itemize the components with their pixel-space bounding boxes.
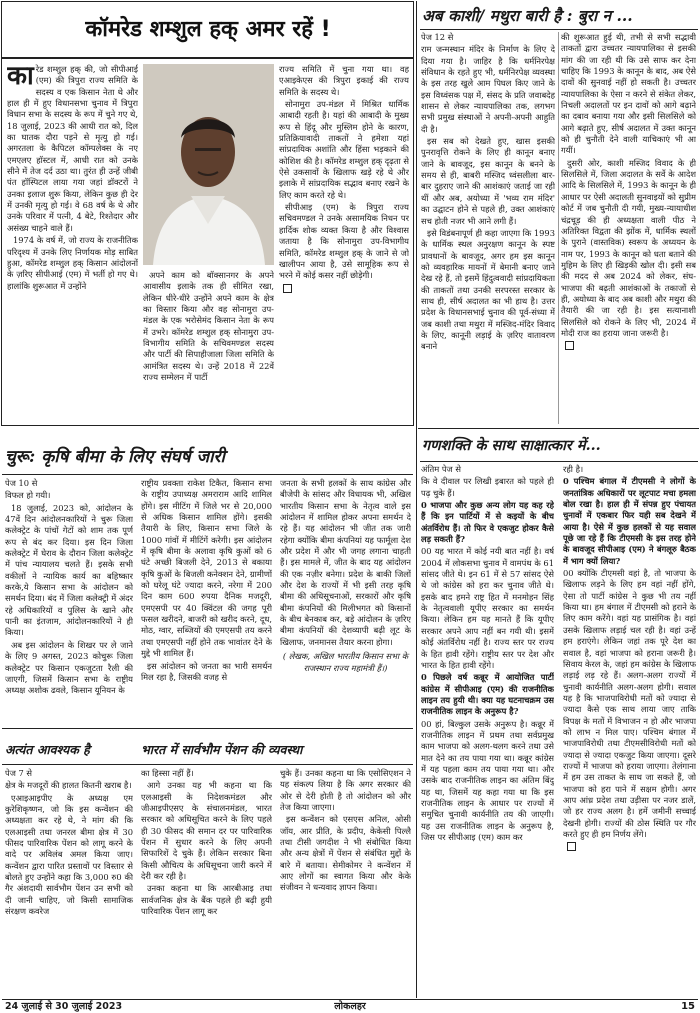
kashi-paragraph: दुसरी ओर, काशी मस्जिद विवाद के ही सिलसिले में, जिला अदालत के सर्वे के आदेश आदि के सिलसिले में, 1993 के कानून के ही आधार पर ऐसी अदालती सुनवाइयों को सुप्रीम कोर्ट में जब चुनौती दी गयी, मुख्य-न्यायाधीश चंद्रचूड़ की ही अध्यक्षता वाली पीठ ने अतिरिक्त विद्वता की झोंक में, धार्मिक स्थलों के पुराने (वास्तविक) स्वरूप के अध्ययन के नाम पर, 1993 के कानून को धता बताने की मुहिम के लिए ही खिड़की खोल दी। इसी सब की मदद से अब 2024 को लेकर, संघ-भाजपा की बढ़ती आशंकाओं के तकाजों से ही, अयोध्या के बाद अब काशी और मथुरा की तैयारी की जा रही है। इस सत्यानाशी सिलसिले को रोकने के लिए भी, 2024 में मोदी राज का हराया जाना जरूरी है।	[561, 157, 696, 338]
churu-column-3	[280, 478, 411, 722]
pension-paragraph: इस कन्वेंशन को एसएस अनिल, ओसी जॉय, आर प्रीति, के प्रदीप, केकेसी पिल्लै तथा टीसी जगदीश ने भी संबोधित किया और अन्य क्षेत्रों में पेंशन से संबंधित मुद्दों के बारे में बताया। सेमीकोमर ने कन्वेंशन में आए लोगों का स्वागत किया और केके संजीवन ने धन्यवाद ज्ञापन किया।	[280, 814, 411, 893]
pension-paragraph: आगे उनका यह भी कहना था कि एलआइसी के निदेशकमंडल और जीआइपीएसए के संचालनमंडल, भारत सरकार को अधिसूचित करने के लिए पहले ही 30 फीसद की समान दर पर पारिवारिक पेंशन में सुधार करने के लिए अपनी सिफारिशें दे चुके हैं। लेकिन सरकार बिना किसी औचित्य के अधिसूचना जारी करने में देरी कर रही है।	[141, 780, 272, 882]
churu-paragraph: राष्ट्रीय प्रवक्ता राकेश टिकैत, किसान सभा के राष्ट्रीय उपाध्यक्ष अमराराम आदि शामिल होंगे। इस मीटिंग में जिले भर से 20,000 से अधिक किसान शामिल होंगे। इसकी तैयारी के लिए, किसान सभा जिले के 1000 गांवों में मीटिंगें करेगी। इस आंदोलन में कृषि बीमा के अलावा कृषि कुओं को 6 घंटे अच्छी बिजली देने, 2013 से बकाया कृषि कुओं के बिजली कनेक्शन देने, ग्रामीणों को घरेलू घंटे ज्यादा करने, नरेगा में 200 दिन काम 600 रुपया दैनिक मजदूरी, एमएसपी पर 40 क्विंटल की जगह पूरी फसल खरीदने, बाजरी को खरीद करने, दूध, मोठ, ग्वार, सब्जियों की एमएसपी तय करने तथा एमएसपी नहीं होने तक भावांतर देने के मुद्दे भी शामिल हैं।	[141, 478, 272, 659]
portrait-figure-icon	[143, 64, 274, 265]
column-divider	[416, 1, 417, 998]
pension-column-2	[141, 768, 272, 994]
obituary-headline-rule	[2, 57, 413, 59]
interview-question: 0 पश्चिम बंगाल में टीएमसी ने लोगों के जनतांत्रिक अधिकारों पर लूटपाट मचा हमला बोल रखा है। हाल ही में संपन्न हुए पंचायत चुनावों में एकबार फिर यही सब देखने में आया है। ऐसे में कुछ हलकों से यह सवाल पूछे जा रहे हैं कि टीएमसी के इस तरह होने के बावजूद सीपीआइ (एम) ने बंगलूरु बैठक में भाग क्यों लिया?	[563, 476, 696, 566]
footer-paper-name: लोकलहर	[334, 1001, 366, 1012]
interview-headline-rule	[420, 461, 698, 462]
interview-answer: 00 यह भारत में कोई नयी बात नहीं है। वर्ष 2004 में लोकसभा चुनाव में वामपंथ के 61 सांसद जीते थे। इन 61 में से 57 सांसद ऐसे थे जो कांग्रेस को हरा कर चुनाव जीते थे। इसके बाद हमने राष्ट्र हित में मनमोहन सिंह के नेतृत्ववाली यूपीए सरकार का समर्थन किया। लेकिन हम यह मानते हैं कि यूपीए सरकार अपने आप नहीं बन गयी थी। इसमें कोई अंतर्विरोध नहीं है। राज्य स्तर पर राज्य के हित हावी रहेंगे। राष्ट्रीय स्तर पर देश और भारत के हित हावी रहेंगे।	[421, 546, 554, 670]
kashi-headline: अब काशी/ मथुरा बारी है : बुरा न ...	[422, 6, 633, 25]
kashi-paragraph: की शुरूआत हुई थी, तभी से सभी सद्भावी ताकतों द्वारा उच्चतर न्यायपालिका से इसकी मांग की जा रही थी कि उसे साफ कर देना चाहिए कि 1993 के कानून के बाद, अब ऐसे दावों की सुनवाई नहीं हो सकती है। उच्चतर न्यायपालिका के ऐसा न करने से संकेत लेकर, निचली अदालतों पर इन दावों को आगे बढ़ाने का दबाव बनाया गया और इसी सिलसिले को आगे बढ़ाते हुए, सीर्ष अदालत में उक्त कानून को ही चुनौती देने वाली याचिकाएं भी आ गयीं।	[561, 32, 696, 156]
pension-paragraph: क्षेत्र के मजदूरों की हालत कितनी खराब है।	[5, 780, 132, 791]
continued-from-label: पेज 10 से	[5, 478, 38, 488]
continued-from-label: पेज 7 से	[5, 768, 33, 778]
obituary-paragraph: रेड शम्शुल हक् की, जो सीपीआई (एम) की त्रिपुरा राज्य समिति के सदस्य व एक किसान नेता थे और हाल ही में हुए विधानसभा चुनाव में त्रिपुरा विधान सभा के सदस्य के रूप में चुने गए थे, 18 जुलाई, 2023 की आधी रात को, दिल का घातक दौरा पड़ने से मृत्यु हो गई। अगरतला के कैपिटल कॉम्पलेक्स के नए एमएलए हॉस्टल में, आधी रात को उनके सीने में तेज दर्द उठा था। तुरंत ही उन्हें जीबी पंत हॉस्पिटल लाया गया जहां डॉक्टरों ने उनका इलाज शुरू किया, लेकिन कुछ ही देर में उनकी मृत्यु हो गई। वे 68 वर्ष के थे और उनके परिवार में पत्नी, 4 बेटे, रिश्तेदार और असंख्य चाहने वाले हैं।	[7, 64, 138, 233]
pension-headline-rule	[2, 764, 413, 765]
pension-paragraph: चुके हैं। उनका कहना था कि एसोसिएशन ने यह संकल्प लिया है कि अगर सरकार की ओर से देरी होती है तो आंदोलन को और तेज किया जाएगा।	[280, 768, 411, 813]
obituary-paragraph: अपने काम को बॉक्सानगर के अपने आवासीय इलाके तक ही सीमित रखा, लेकिन धीरे-धीरे उन्होंने अपने काम के क्षेत्र का विस्तार किया और वह सोनामुरा उप-मंडल के एक भरोसेमंद किसान नेता के रूप में उभरे। कॉमरेड शम्शुल हक् सोनामुरा उप-विभागीय समिति के सचिवमण्डल सदस्य और पार्टी की सिपाहीजाला जिला समिति के आमंत्रित सदस्य थे। उन्हें 2018 में 22वें राज्य सम्मेलन में पार्टी	[143, 270, 274, 383]
interview-answer: 00 हां, बिल्कुल उसके अनुरूप है। कन्नूर में राजनीतिक लाइन में प्रथम तथा सर्वप्रमुख काम भाजपा को अलग-थलग करने तथा उसे मात देने का तय पाया गया था। कन्नूर कांग्रेस में यह पहला काम तय पाया गया था। और उसके बाद राजनीतिक लाइन का अंतिम बिंदु यह था, जिसमें यह कहा गया था कि इस राजनीतिक लाइन के आधार पर राज्यों में समुचित चुनावी कार्यनीति तय की जाएगी। यह उस राजनीतिक लाइन के अनुरूप है, जिस पर सीपीआइ (एम) काम कर	[421, 718, 554, 842]
kashi-column-1	[421, 32, 555, 422]
section-divider	[2, 728, 413, 729]
end-of-article-square-icon	[567, 842, 576, 851]
interview-paragraph: रही है।	[563, 464, 584, 474]
obituary-column-2	[143, 270, 274, 422]
churu-headline-rule	[2, 474, 413, 475]
interview-answer: 00 क्योंकि टीएमसी वहां है, तो भाजपा के खिलाफ लड़ने के लिए हम वहां नहीं होंगे, ऐसा तो पार्टी कांग्रेस ने कुछ भी तय नहीं किया था। हम बंगाल में टीएमसी को हराने के लिए काम करेंगे। वहां यह प्रासंगिक है। वहां उसके खिलाफ लड़ाई चल रही है। वहां उन्हें हम हराएंगे। लेकिन जहां तक पूरे देश का सवाल है, वहां भाजपा को हराना जरूरी है। सिवाय केरल के, जहां हम कांग्रेस के खिलाफ लड़ाई लड़ रहे हैं। अलग-अलग राज्यों में चुनावी कार्यनीति अलग-अलग होगी। सवाल यह है कि भाजपाविरोधी मतों को ज्यादा से ज्यादा कैसे एक साथ लाया जाए ताकि विपक्ष के मतों में विभाजन न हो और भाजपा को लाभ न मिल पाए। पश्चिम बंगाल में भाजपाविरोधी तथा टीएमसीविरोधी मतों को ज्यादा से ज्यादा एकजुट किया जाएगा। दूसरे राज्यों में भाजपा को हराया जाएगा। तेलंगाना में हम उस ताकत के साथ जा सकते हैं, जो भाजपा को हरा पाने में सक्षम होगी। अगर आप आंध्र प्रदेश तथा उड़ीसा पर नजर डालें, जो हर राज्य अलग है। हमें जमीनी सच्चाई देखनी होगी। राज्यों की ठोस स्थिति पर गौर करते हुए ही हम निर्णय लेंगे।	[563, 568, 696, 839]
churu-headline: चुरू: कृषि बीमा के लिए संघर्ष जारी	[5, 447, 225, 467]
churu-paragraph: इस आंदोलन को जनता का भारी समर्थन मिल रहा है, जिसकी वजह से	[141, 660, 272, 682]
pension-headline-right: भारत में सार्वभौम पेंशन की व्यवस्था	[141, 742, 303, 757]
churu-paragraph: विफल हो गयी।	[5, 490, 51, 501]
obituary-paragraph: 1974 के वर्ष में, जो राज्य के राजनीतिक परिदृश्य में उनके लिए निर्णायक मोड़ साबित हुआ, कॉमरेड शम्शुल हक् किसान आंदोलनों के ज़रिए सीपीआई (एम) में भर्ती हो गए थे। हालांकि शुरूआत में उन्होंने	[7, 235, 138, 291]
obituary-paragraph: राज्य समिति में चुना गया था। वह एआइकेएस की त्रिपुरा इकाई की राज्य समिति के सदस्य थे।	[279, 64, 409, 97]
pension-paragraph: का हिस्सा नहीं हैं।	[141, 768, 194, 778]
churu-column-2	[141, 478, 272, 722]
kashi-column-2	[561, 32, 696, 422]
end-of-article-square-icon	[565, 341, 574, 350]
end-of-article-square-icon	[283, 284, 292, 293]
continued-from-label: पेज 12 से	[421, 32, 454, 42]
footer-page-number: 15	[681, 1001, 695, 1012]
obituary-portrait-photo	[143, 64, 274, 265]
interview-paragraph: कि वे दीवाल पर लिखी इबारत को पहले ही पढ़ चुके हैं।	[421, 476, 554, 498]
obituary-column-3	[279, 64, 409, 422]
kashi-paragraph: इसे विडंबनापूर्ण ही कहा जाएगा कि 1993 के धार्मिक स्थल अनुरक्षण कानून के स्पष्ट प्रावधानों के बावजूद, अगर हम इस कानून को व्यवहारिक मायनों में बेमानी बनाए जाने देख रहे हैं, तो इसमें हिंदुत्ववादी सांप्रदायिकता की ताकतों तथा उनकी सरपरस्त सरकार के साथ ही, सीर्ष अदालत का भी हाथ है। उत्तर प्रदेश के विधानसभाई चुनाव की पूर्व-संध्या में जब काशी तथा मथुरा में मस्जिद-मंदिर विवाद के लिए, कानूनी लड़ाई के ज़रिए वातावरण बनाने	[421, 227, 555, 352]
pension-headline-left: अत्यंत आवश्यक है	[5, 742, 90, 757]
pension-column-3	[280, 768, 411, 994]
churu-column-1	[5, 478, 133, 722]
interview-column-2	[563, 464, 696, 999]
column-divider	[558, 32, 559, 424]
obituary-headline: कॉमरेड शम्शुल हक् अमर रहें !	[85, 17, 331, 42]
kashi-paragraph: राम जन्मस्थान मंदिर के निर्माण के लिए दे दिया गया है। जाहिर है कि धर्मनिरपेक्ष संविधान के रहते हुए भी, धर्मनिरपेक्ष व्यवस्था के इस तरह खुले आम पिघल किए जाने के इस विध्वंसक पक्ष में, संसद के प्रति जवाबदेह शासन से लेकर न्यायपालिका तक, लगभग सभी प्रमुख संस्थाओं ने अपनी-अपनी आहुति दी है।	[421, 44, 555, 134]
churu-paragraph: अब इस आंदोलन के शिखर पर ले जाने के लिए 9 अगस्त, 2023 कोचुरू जिला कलेक्ट्रेट पर किसान एकजुटता रैली की जाएगी, जिसमें किसान सभा के राष्ट्रीय अध्यक्ष अशोक ढवले, किसान यूनियन के	[5, 639, 133, 696]
interview-column-1	[421, 464, 554, 999]
churu-paragraph: जनता के सभी हलकों के साथ कांग्रेस और बीजेपी के सांसद और विधायक भी, अखिल भारतीय किसान सभा के नेतृत्व वाले इस आंदोलन में शामिल होकर अपना समर्थन दे रहे हैं। यह आंदोलन भी जीत तक जारी रहेगा क्योंकि बीमा कंपनियां यह फार्मूला देश और प्रदेश में और भी जगह लगाना चाहती हैं। इस मामले में, जीत के बाद यह आंदोलन की एक नज़ीर बनेगा। प्रदेश के बाकी जिलों और देश के राज्यों में भी इसी तरह कृषि बीमा की अधिसूचनाओं, सरकारों और कृषि बीमा कंपनियों की मिलीभगत को किसानों के बीच बेनकाब कर, बड़े आंदोलन के ज़रिए बीमा कंपनियों की देशव्यापी बढ़ी लूट के खिलाफ, जनमानस तैयार करना होगा।	[280, 478, 411, 647]
churu-paragraph: 18 जुलाई, 2023 को, आंदोलन के 47वें दिन आंदोलनकारियों ने चुरू जिला कलेक्ट्रेट के पांचों गेटों को शाम तक पूर्ण रूप से बंद कर दिया। इस दिन जिला कलेक्ट्रेट में घेराव के दौरान जिला कलेक्ट्रेट में पांच न्यायालय चलते हैं। इसके सभी वकीलों ने न्यायिक कार्य का बहिष्कार करके,ये किसान सभा के आंदोलन को समर्थन दिया। बंद में जिला कलेक्ट्री में अंदर रहे अधिकारियों व पुलिस के खाने और पानी का इंतजाम, आंदोलनकारियों ने ही किया।	[5, 502, 133, 638]
obituary-column-1	[7, 64, 138, 422]
interview-question: 0 भाजपा और कुछ अन्य लोग यह कह रहे हैं कि इन पार्टियों में से कइयों के बीच अंतर्विरोध हैं। तो फिर वे एकजुट होकर कैसे लड़ सकती हैं?	[421, 500, 554, 545]
interview-headline: गणशक्ति के साथ साक्षात्कार में...	[422, 437, 601, 454]
pension-paragraph: उनका कहना था कि आरबीआइ तथा सार्वजनिक क्षेत्र के बैंक पहले ही बढ़ी हुयी पारिवारिक पेंशन लागू कर	[141, 883, 272, 917]
interview-question: 0 पिछले वर्ष कन्नूर में आयोजित पार्टी कांग्रेस में सीपीआइ (एम) की राजनीतिक लाइन तय हुयी थी। क्या यह घटनाचक्रम उस राजनीतिक लाइन के अनुरूप है?	[421, 672, 554, 717]
section-divider	[418, 428, 699, 429]
obituary-dropcap: का	[7, 64, 34, 91]
kashi-paragraph: इस सब को देखते हुए, खास इसकी पुनरावृत्ति रोकने के लिए ही कानून बनाए जाने के बावजूद, इस कानून के बनने के समय से ही, बाबरी मस्जिद ध्वंसलीला बार-बार दुहराए जाने की आशंकाएं जताई जा रही थीं और अब, अयोध्या में 'भव्य राम मंदिर' का उद्घाटन होने से पहले ही, उक्त आशंकाएं सच होती नजर भी आने लगी हैं।	[421, 136, 555, 226]
pension-column-1	[5, 768, 133, 994]
continued-from-label: अंतिम पेज से	[421, 464, 461, 474]
footer-date: 24 जुलाई से 30 जुलाई 2023	[5, 1001, 123, 1012]
pension-paragraph: एआइआइपीए के अध्यक्ष एम कुरेशिकृष्णन, जो कि इस कन्वेंशन की अध्यक्षता कर रहे थे, ने मांग की कि एलआइसी तथा जनरल बीमा क्षेत्र में 30 फीसद पारिवारिक पेंशन को लागू करने के वादे पर अविलंब अमल किया जाए। कन्वेंशन द्वारा पारित प्रस्तावों पर विस्तार से बोलते हुए उन्होंने कहा कि 3,000 रु0 की गैर अंशदायी सार्वभौम पेंशन उन सभी को दी जानी चाहिए, जो किसी सामाजिक संरक्षण कवरेज	[5, 792, 133, 917]
obituary-paragraph: सोनामुरा उप-मंडल में मिश्रित धार्मिक आबादी रहती है। यहां की आबादी के मुख्य रूप से हिंदू और मुस्लिम होने के कारण, प्रतिक्रियावादी ताकतों ने हमेशा यहां सांप्रदायिक अशांति और हिंसा भड़काने की कोशिश की है। कॉमरेड शम्शुल हक् दृढ़ता से ऐसे उकसावों के खिलाफ खड़े रहे थे और इलाके में सांप्रदायिक सद्भाव बनाए रखने के लिए काम करते रहे थे।	[279, 99, 409, 200]
churu-byline: ( लेखक, अखिल भारतीय किसान सभा के राजस्थान राज्य महामंत्री हैं।)	[282, 651, 409, 673]
obituary-paragraph: सीपीआइ (एम) के त्रिपुरा राज्य सचिवमण्डल ने उनके असामयिक निधन पर हार्दिक शोक व्यक्त किया है और विश्वास जताया है कि सोनामुरा उप-विभागीय समिति, कॉमरेड शम्शुल हक् के जाने से जो खालीपन आया है, उसे सामूहिक रूप से भरने में कोई कसर नहीं छोड़ेगी।	[279, 202, 409, 281]
kashi-headline-rule	[420, 29, 698, 30]
